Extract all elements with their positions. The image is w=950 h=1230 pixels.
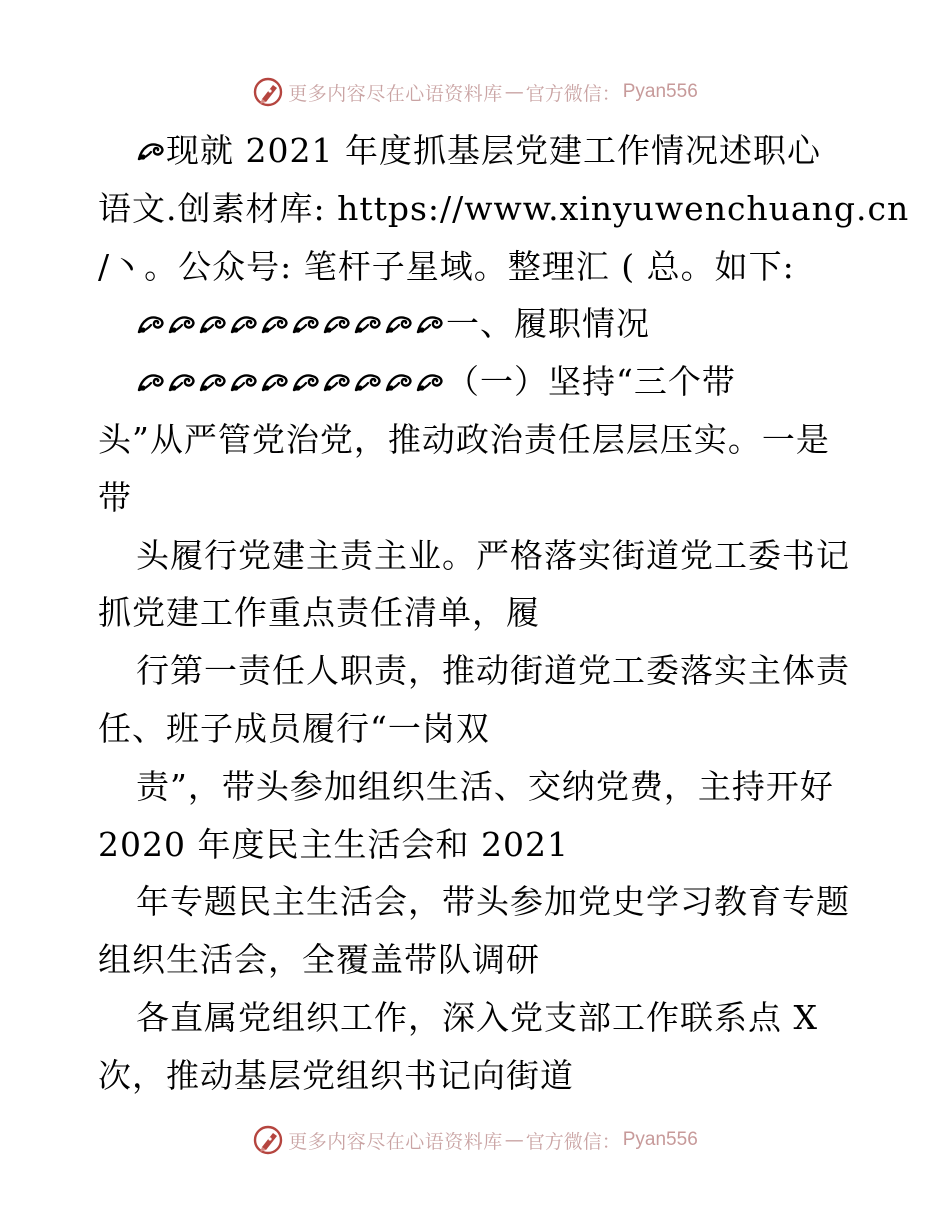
section-heading: 一、履职情况 [98, 295, 858, 353]
pen-nib-logo-icon [252, 76, 284, 108]
text-line: 组织生活会，全覆盖带队调研 [98, 940, 540, 980]
text-line: 年专题民主生活会，带头参加党史学习教育专题 [136, 882, 850, 922]
text-line: 语文.创素材库: https://www.xinyuwenchuang.cn [98, 188, 910, 228]
leaf-ornament-icon [229, 310, 259, 338]
pen-nib-logo-icon [252, 1124, 284, 1156]
banner-wechat-label: 官方微信： [525, 1130, 621, 1153]
text-line: 责”，带头参加组织生活、交纳党费，主持开好 [136, 766, 834, 806]
leaf-ornament-icon [167, 368, 197, 396]
text-line: 头履行党建主责主业。严格落实街道党工委书记 [136, 535, 850, 575]
document-body [98, 122, 910, 1105]
leaf-ornament-icon [229, 368, 259, 396]
leaf-ornament-icon [198, 310, 228, 338]
leaf-ornament-icon [322, 310, 352, 338]
leaf-ornament-icon [136, 310, 166, 338]
leaf-ornament-icon [291, 310, 321, 338]
leaf-ornament-icon [322, 368, 352, 396]
leaf-ornament-icon [384, 310, 414, 338]
text-line: 行第一责任人职责，推动街道党工委落实主体责 [136, 651, 850, 691]
text-line: 带 [98, 477, 132, 517]
text-line: 次，推动基层党组织书记向街道 [98, 1055, 574, 1095]
leaf-ornament-icon [353, 368, 383, 396]
subsection-heading: （一）坚持“三个带 [98, 353, 858, 411]
banner-separator: — [504, 1129, 524, 1151]
header-banner [0, 72, 950, 112]
leaf-ornament-icon [260, 310, 290, 338]
banner-handle: Pyan556 [622, 81, 698, 102]
banner-separator: — [504, 81, 524, 103]
leaf-ornament-icon [415, 310, 445, 338]
text-line: 现就 2021 年度抓基层党建工作情况述职心 [98, 122, 858, 180]
text-line: 2020 年度民主生活会和 2021 [98, 824, 569, 864]
footer-banner [0, 1120, 950, 1160]
leaf-ornament-icon [384, 368, 414, 396]
leaf-ornament-icon [415, 368, 445, 396]
text-line: 任、班子成员履行“一岗双 [98, 708, 490, 748]
banner-handle: Pyan556 [622, 1129, 698, 1150]
text-line: 抓党建工作重点责任清单，履 [98, 593, 540, 633]
text-line: 各直属党组织工作，深入党支部工作联系点 X [136, 997, 818, 1037]
text-line: 头”从严管党治党，推动政治责任层层压实。一是 [98, 419, 830, 459]
ornament-row [136, 310, 446, 338]
leaf-ornament-icon [167, 310, 197, 338]
leaf-ornament-icon [136, 368, 166, 396]
banner-text: 更多内容尽在心语资料库 [288, 82, 503, 105]
text-line: /丶。公众号: 笔杆子星域。整理汇 ( 总。如下: [98, 246, 795, 286]
leaf-ornament-icon [291, 368, 321, 396]
leaf-ornament-icon [353, 310, 383, 338]
leaf-ornament-icon [136, 137, 166, 165]
banner-wechat-label: 官方微信： [525, 82, 621, 105]
banner-text: 更多内容尽在心语资料库 [288, 1130, 503, 1153]
ornament-row [136, 368, 446, 396]
leaf-ornament-icon [198, 368, 228, 396]
leaf-ornament-icon [260, 368, 290, 396]
